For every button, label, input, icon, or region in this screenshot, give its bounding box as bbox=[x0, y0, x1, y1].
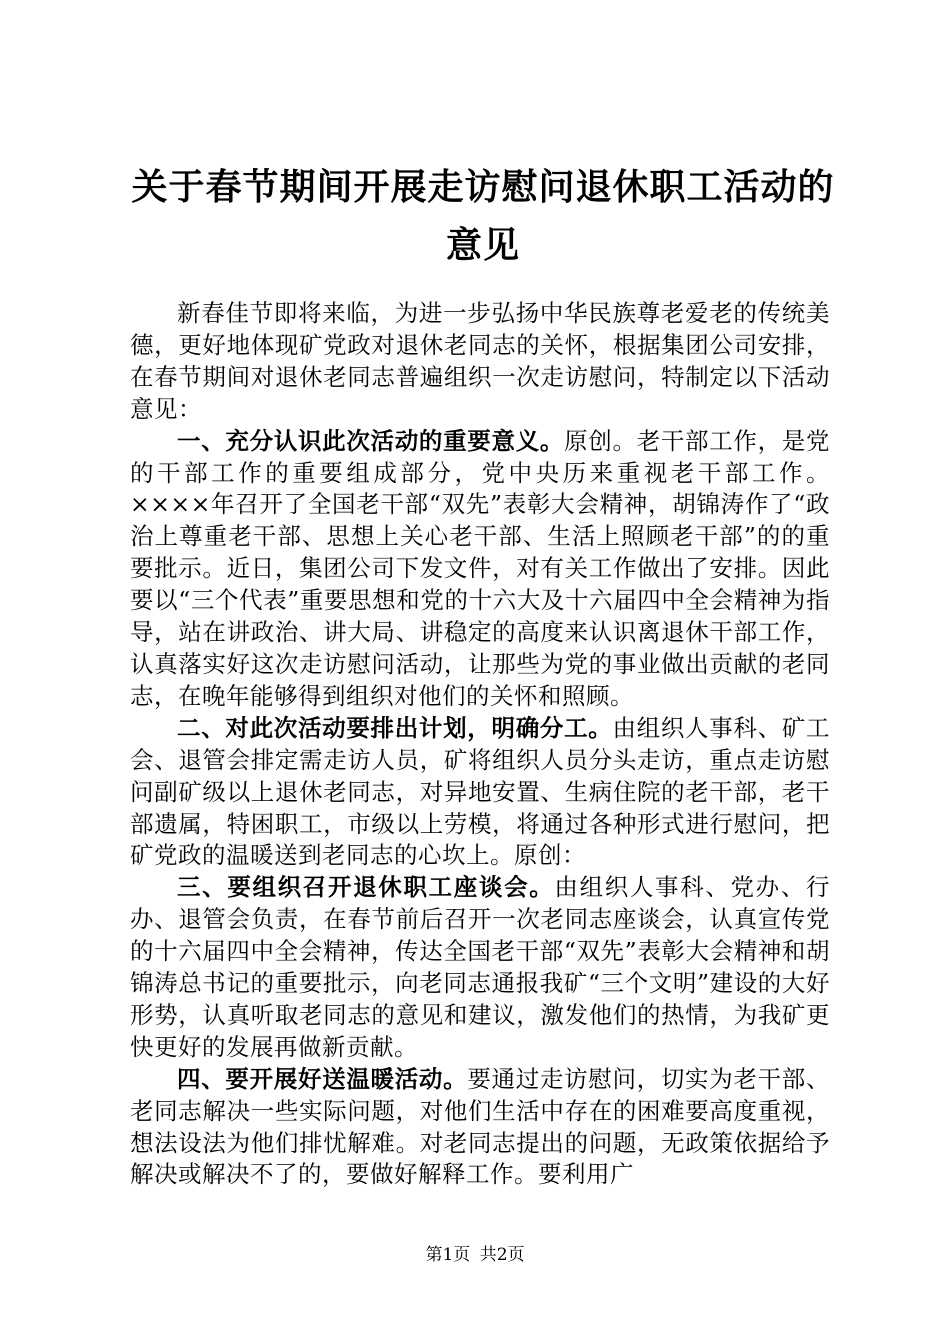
document-body bbox=[130, 298, 830, 1191]
section-paragraph-2 bbox=[130, 713, 830, 873]
section-text-3: 由组织人事科、党办、行办、退管会负责，在春节前后召开一次老同志座谈会，认真宣传党的十六届四中全会精神，传达全国老干部“双先”表彰大会精神和胡锦涛总书记的重要批示，向老同志通报我矿“三个文明”建设的大好形势，认真听取老同志的意见和建议，激发他们的热情，为我矿更快更好的发展再做新贡献。 bbox=[130, 873, 831, 1061]
section-heading-4: 四、要开展好送温暖活动。 bbox=[177, 1064, 468, 1093]
page-total: 共2页 bbox=[479, 1245, 525, 1265]
document-title: 关于春节期间开展走访慰问退休职工活动的意见 bbox=[131, 166, 835, 266]
intro-paragraph: 新春佳节即将来临，为进一步弘扬中华民族尊老爱老的传统美德，更好地体现矿党政对退休老同志的关怀，根据集团公司安排，在春节期间对退休老同志普遍组织一次走访慰问，特制定以下活动意见： bbox=[130, 299, 830, 423]
page-number: 第1页 bbox=[425, 1245, 471, 1265]
section-heading-2: 二、对此次活动要排出计划，明确分工。 bbox=[177, 713, 613, 742]
section-heading-3: 三、要组织召开退休职工座谈会。 bbox=[177, 873, 555, 902]
section-paragraph-4 bbox=[130, 1064, 830, 1192]
page-footer bbox=[0, 1244, 950, 1266]
section-text-1: 原创。老干部工作，是党的干部工作的重要组成部分，党中央历来重视老干部工作。××××年召开了全国老干部“双先”表彰大会精神，胡锦涛作了“政治上尊重老干部、思想上关心老干部、生活上照顾老干部”的的重要批示。近日，集团公司下发文件，对有关工作做出了安排。因此要以“三个代表”重要思想和党的十六大及十六届四中全会精神为指导，站在讲政治、讲大局、讲稳定的高度来认识离退休干部工作，认真落实好这次走访慰问活动，让那些为党的事业做出贡献的老同志，在晚年能够得到组织对他们的关怀和照顾。 bbox=[130, 426, 831, 710]
section-text-2: 由组织人事科、矿工会、退管会排定需走访人员，矿将组织人员分头走访，重点走访慰问副矿级以上退休老同志，对异地安置、生病住院的老干部，老干部遗属，特困职工，市级以上劳模，将通过各种形式进行慰问，把矿党政的温暖送到老同志的心坎上。原创： bbox=[130, 713, 831, 870]
section-heading-1: 一、充分认识此次活动的重要意义。 bbox=[177, 426, 565, 455]
section-text-4: 要通过走访慰问，切实为老干部、老同志解决一些实际问题，对他们生活中存在的困难要高度重视，想法设法为他们排忧解难。对老同志提出的问题，无政策依据给予解决或解决不了的，要做好解释工作。要利用广 bbox=[130, 1064, 831, 1189]
section-paragraph-3 bbox=[130, 872, 830, 1063]
section-paragraph-1 bbox=[130, 426, 830, 713]
